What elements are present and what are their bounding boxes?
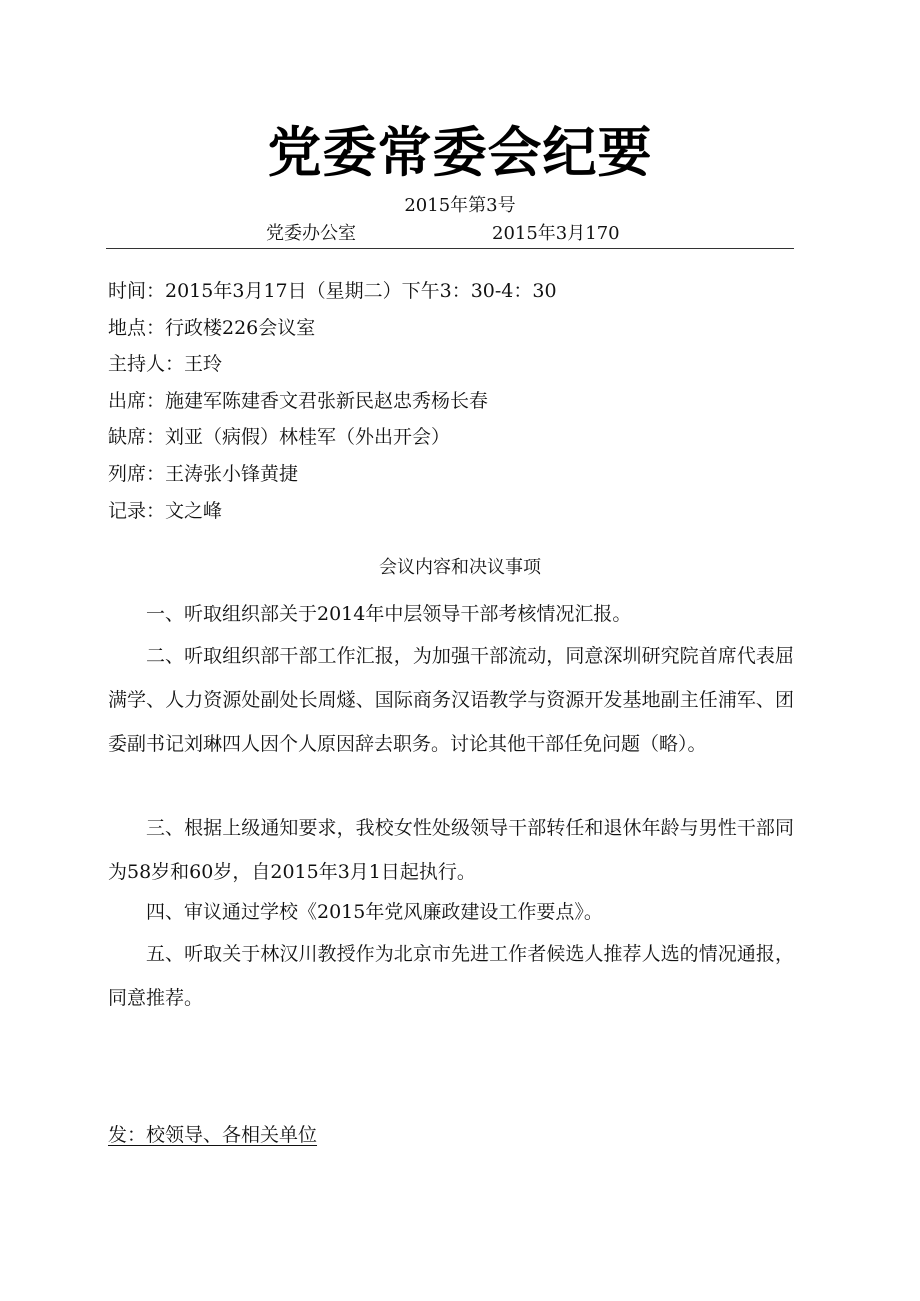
issuer-line [106,220,794,249]
meeting-location: 地点：行政楼226会议室 [108,317,316,339]
resolution-item-3: 三、根据上级通知要求，我校女性处级领导干部转任和退休年龄与男性干部同为58岁和60岁，自2015年3月1日起执行。 [108,817,794,883]
issue-number: 2015年第3号 [404,195,516,216]
issuer-office: 党委办公室 [266,223,356,244]
meeting-time: 时间：2015年3月17日（星期二）下午3：30-4：30 [108,280,557,302]
resolution-item-4: 四、审议通过学校《2015年党风廉政建设工作要点》。 [146,901,603,923]
meeting-observers: 列席：王涛张小锋黄捷 [108,463,299,485]
distribution-line: 发：校领导、各相关单位 [108,1124,318,1146]
issue-date: 2015年3月170 [492,223,620,244]
document-title: 党委常委会纪要 [267,121,653,184]
meeting-absent: 缺席：刘亚（病假）林桂军（外出开会） [108,426,451,448]
meeting-attendees: 出席：施建军陈建香文君张新民赵忠秀杨长春 [108,390,489,412]
resolution-item-1: 一、听取组织部关于2014年中层领导干部考核情况汇报。 [146,603,632,625]
section-title: 会议内容和决议事项 [379,557,541,578]
resolution-item-5: 五、听取关于林汉川教授作为北京市先进工作者候选人推荐人选的情况通报，同意推荐。 [108,943,794,1009]
meeting-recorder: 记录：文之峰 [108,500,223,522]
resolution-item-2: 二、听取组织部干部工作汇报，为加强干部流动，同意深圳研究院首席代表屈满学、人力资源处副处长周燧、国际商务汉语教学与资源开发基地副主任浦军、团委副书记刘琳四人因个人原因辞去职务。讨论其他干部任免问题（略）。 [108,645,794,755]
meeting-host: 主持人：王玲 [108,353,223,375]
